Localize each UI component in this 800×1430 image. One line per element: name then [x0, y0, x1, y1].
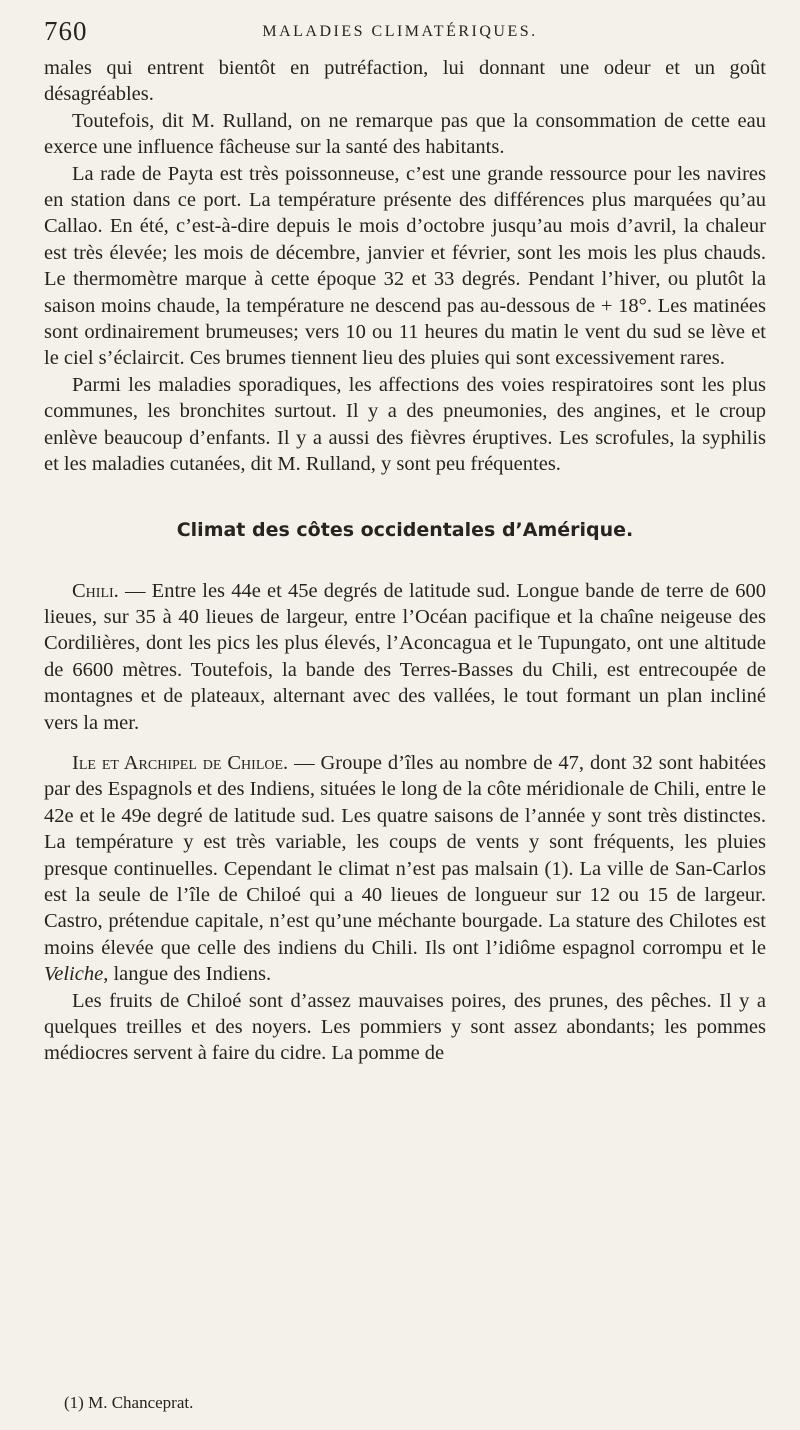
page-number: 760: [44, 16, 88, 46]
paragraph-maladies: Parmi les maladies sporadiques, les affections des voies respiratoires sont les plus communes, les bronchites surtout. Il y a des pneumonies, des angines, et le croup enlève beaucoup d’enfants. Il y a aussi des fièvres éruptives. Les scrofules, la syphilis et les maladies cutanées, dit M. Rulland, y sont peu fréquentes.: [44, 373, 766, 476]
paragraph-chiloe: [44, 750, 766, 988]
running-head: [44, 14, 756, 50]
chili-text: — Entre les 44e et 45e degrés de latitude sud. Longue bande de terre de 600 lieues, sur 35 à 40 lieues de largeur, entre l’Océan pacifique et la chaîne neigeuse des Cordilières, dont les pics les plus élevés, l’Aconcagua et le Tupungato, ont une altitude de 6600 mètres. Toutefois, la bande des Terres-Basses du Chili, est entrecoupée de montagnes et de plateaux, alternant avec des vallées, le tout formant un plan incliné vers la mer.: [44, 579, 766, 734]
chiloe-text-end: , langue des Indiens.: [103, 963, 272, 986]
paragraph-chili: [44, 578, 766, 736]
paragraph-rulland: Toutefois, dit M. Rulland, on ne remarque pas que la consommation de cette eau exerce une influence fâcheuse sur la santé des habitants.: [44, 109, 766, 159]
chiloe-lead: Ile et Archipel de Chiloe.: [72, 751, 289, 774]
section-heading: Climat des côtes occidentales d’Amérique.: [176, 518, 634, 541]
footnote: (1) M. Chanceprat.: [64, 1393, 194, 1412]
body-text: [44, 55, 766, 1067]
paragraph-payta: La rade de Payta est très poissonneuse, c’est une grande ressource pour les navires en station dans ce port. La température présente des différences plus marquées qu’au Callao. En été, c’est-à-dire depuis le mois d’octobre jusqu’au mois d’avril, la chaleur est très élevée; les mois de décembre, janvier et février, sont les mois les plus chauds. Le thermomètre marque à cette époque 32 et 33 degrés. Pendant l’hiver, ou plutôt la saison moins chaude, la température ne descend pas au-dessous de + 18°. Les matinées sont ordinairement brumeuses; vers 10 ou 11 heures du matin le vent du sud se lève et le ciel s’éclaircit. Ces brumes tiennent lieu des pluies qui sont excessivement rares.: [44, 162, 766, 370]
paragraph-fruits: Les fruits de Chiloé sont d’assez mauvaises poires, des prunes, des pêches. Il y a quelques treilles et des noyers. Les pommiers y sont assez abondants; les pommes médiocres servent à faire du cidre. La pomme de: [44, 989, 766, 1065]
chiloe-text: — Groupe d’îles au nombre de 47, dont 32 sont habitées par des Espagnols et des Indiens, situées le long de la côte méridionale de Chili, entre le 42e et le 49e degré de latitude sud. Les quatre saisons de l’année y sont très distinctes. La température y est très variable, les coups de vents y sont fréquents, les pluies presque continuelles. Cependant le climat n’est pas malsain (1). La ville de San-Carlos est la seule de l’île de Chiloé qui a 40 lieues de longueur sur 12 ou 15 de largeur. Castro, prétendue capitale, n’est qu’une méchante bourgade. La stature des Chilotes est moins élevée que celle des indiens du Chili. Ils ont l’idiôme espagnol corrompu et le: [44, 751, 766, 959]
paragraph-continuation: males qui entrent bientôt en putréfaction, lui donnant une odeur et un goût désagréables.: [44, 57, 766, 106]
chiloe-italic-word: Veliche: [44, 963, 104, 986]
running-title: MALADIES CLIMATÉRIQUES.: [262, 23, 538, 40]
chili-lead: Chili.: [72, 579, 119, 602]
